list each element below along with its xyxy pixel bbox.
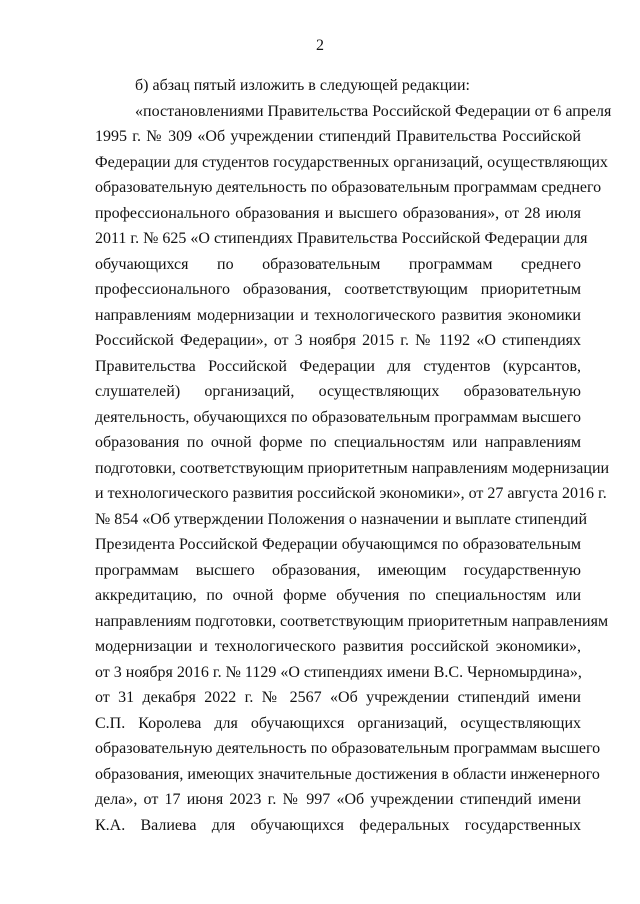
paragraph-line: направлениям модернизации и технологического развития экономики xyxy=(95,307,581,324)
paragraph-line: направлениям подготовки, соответствующим приоритетным направлениям xyxy=(95,613,609,630)
paragraph-line: Федерации для студентов государственных организаций, осуществляющих xyxy=(95,154,608,171)
paragraph-line: аккредитацию, по очной форме обучения по специальностям или xyxy=(95,587,581,604)
paragraph-line: 2011 г. № 625 «О стипендиях Правительства Российской Федерации для xyxy=(95,230,588,247)
paragraph-line: Президента Российской Федерации обучающимся по образовательным xyxy=(95,536,581,553)
paragraph-line: программам высшего образования, имеющим государственную xyxy=(95,562,581,579)
paragraph-line: обучающихся по образовательным программам среднего xyxy=(95,256,581,273)
paragraph-line: слушателей) организаций, осуществляющих образовательную xyxy=(95,383,581,400)
page-number: 2 xyxy=(316,37,324,54)
paragraph-line: Правительства Российской Федерации для студентов (курсантов, xyxy=(95,358,581,375)
paragraph-line: профессионального образования и высшего образования», от 28 июля xyxy=(95,205,581,222)
paragraph-line: С.П. Королева для обучающихся организаций, осуществляющих xyxy=(95,715,581,732)
paragraph-line: К.А. Валиева для обучающихся федеральных государственных xyxy=(95,817,581,834)
paragraph-line: от 31 декабря 2022 г. № 2567 «Об учреждении стипендий имени xyxy=(95,689,581,706)
paragraph-line: 1995 г. № 309 «Об учреждении стипендий Правительства Российской xyxy=(95,128,581,145)
paragraph-line: образования по очной форме по специальностям или направлениям xyxy=(95,434,581,451)
paragraph-line: «постановлениями Правительства Российской Федерации от 6 апреля xyxy=(135,103,612,120)
paragraph-line: б) абзац пятый изложить в следующей редакции: xyxy=(135,77,470,94)
paragraph-line: образовательную деятельность по образовательным программам среднего xyxy=(95,179,602,196)
paragraph-line: деятельность, обучающихся по образовательным программам высшего xyxy=(95,409,581,426)
paragraph-line: подготовки, соответствующим приоритетным направлениям модернизации xyxy=(95,460,610,477)
paragraph-line: от 3 ноября 2016 г. № 1129 «О стипендиях имени В.С. Черномырдина», xyxy=(95,664,582,681)
paragraph-line: профессионального образования, соответствующим приоритетным xyxy=(95,281,581,298)
paragraph-line: и технологического развития российской экономики», от 27 августа 2016 г. xyxy=(95,485,607,502)
paragraph-line: Российской Федерации», от 3 ноября 2015 г. № 1192 «О стипендиях xyxy=(95,332,581,349)
paragraph-line: образовательную деятельность по образовательным программам высшего xyxy=(95,740,601,757)
paragraph-line: дела», от 17 июня 2023 г. № 997 «Об учреждении стипендий имени xyxy=(95,791,581,808)
paragraph-line: модернизации и технологического развития российской экономики», xyxy=(95,638,581,655)
paragraph-line: № 854 «Об утверждении Положения о назначении и выплате стипендий xyxy=(95,511,588,528)
paragraph-line: образования, имеющих значительные достижения в области инженерного xyxy=(95,766,600,783)
